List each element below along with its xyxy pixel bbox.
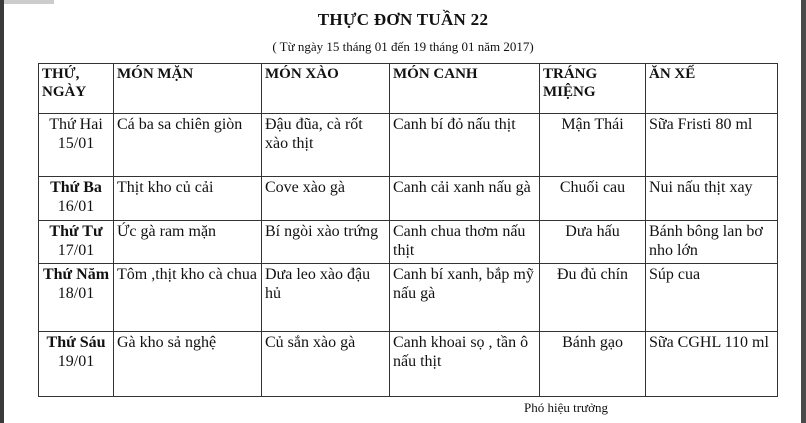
day-name: Thứ Năm — [42, 266, 110, 283]
header-xao: MÓN XÀO — [262, 64, 390, 114]
trang-mieng-cell: Dưa hấu — [540, 221, 646, 264]
trang-mieng-cell: Bánh gạo — [540, 332, 646, 397]
trang-mieng-cell: Mận Thái — [540, 114, 646, 177]
canh-cell: Canh bí xanh, bắp mỹ nấu gà — [390, 264, 540, 332]
day-date: 19/01 — [57, 353, 95, 371]
man-cell: Thịt kho củ cải — [114, 177, 262, 221]
canh-cell: Canh khoai sọ , tần ô nấu thịt — [390, 332, 540, 397]
day-cell — [39, 177, 114, 221]
canh-cell: Canh chua thơm nấu thịt — [390, 221, 540, 264]
man-cell: Ức gà ram mặn — [114, 221, 262, 264]
canh-cell: Canh cải xanh nấu gà — [390, 177, 540, 221]
table-row — [39, 177, 778, 221]
an-xe-cell: Súp cua — [646, 264, 778, 332]
left-border — [0, 0, 4, 423]
an-xe-cell: Nui nấu thịt xay — [646, 177, 778, 221]
header-row — [39, 64, 778, 114]
xao-cell: Bí ngòi xào trứng — [262, 221, 390, 264]
menu-table — [38, 63, 778, 397]
header-trang-mieng-line2: MIỆNG — [543, 84, 596, 100]
right-border — [801, 0, 806, 423]
xao-cell: Dưa leo xào đậu hủ — [262, 264, 390, 332]
table-row — [39, 221, 778, 264]
scan-smudge — [4, 0, 54, 4]
day-name: Thứ Tư — [49, 223, 103, 240]
header-canh: MÓN CANH — [390, 64, 540, 114]
header-day-line2: NGÀY — [42, 84, 87, 100]
header-an-xe: ĂN XẾ — [646, 64, 778, 114]
document-title: THỰC ĐƠN TUẦN 22 — [317, 10, 489, 29]
date-range: ( Từ ngày 15 tháng 01 đến 19 tháng 01 năm 2017) — [272, 39, 534, 54]
canh-cell: Canh bí đỏ nấu thịt — [390, 114, 540, 177]
header-day-line1: THỨ, — [42, 66, 80, 82]
header-man: MÓN MẶN — [114, 64, 262, 114]
day-cell — [39, 221, 114, 264]
an-xe-cell: Sữa Fristi 80 ml — [646, 114, 778, 177]
day-cell — [39, 264, 114, 332]
day-name: Thứ Sáu — [46, 334, 106, 351]
man-cell: Tôm ,thịt kho cà chua — [114, 264, 262, 332]
day-name: Thứ Ba — [50, 179, 102, 196]
day-name: Thứ Hai — [49, 116, 103, 133]
day-cell — [39, 332, 114, 397]
xao-cell: Đậu đũa, cà rốt xào thịt — [262, 114, 390, 177]
man-cell: Cá ba sa chiên giòn — [114, 114, 262, 177]
header-trang-mieng — [540, 64, 646, 114]
table-row — [39, 114, 778, 177]
man-cell: Gà kho sả nghệ — [114, 332, 262, 397]
table-row — [39, 264, 778, 332]
day-cell — [39, 114, 114, 177]
day-date: 16/01 — [57, 198, 95, 216]
header-trang-mieng-line1: TRÁNG — [543, 66, 598, 82]
day-date: 18/01 — [57, 285, 95, 303]
day-date: 17/01 — [57, 242, 95, 260]
day-date: 15/01 — [57, 135, 95, 153]
xao-cell: Cove xào gà — [262, 177, 390, 221]
an-xe-cell: Sữa CGHL 110 ml — [646, 332, 778, 397]
trang-mieng-cell: Chuối cau — [540, 177, 646, 221]
trang-mieng-cell: Đu đủ chín — [540, 264, 646, 332]
signature-label: Phó hiệu trưởng — [524, 400, 608, 415]
table-row — [39, 332, 778, 397]
xao-cell: Củ sắn xào gà — [262, 332, 390, 397]
an-xe-cell: Bánh bông lan bơ nho lớn — [646, 221, 778, 264]
header-day — [39, 64, 114, 114]
